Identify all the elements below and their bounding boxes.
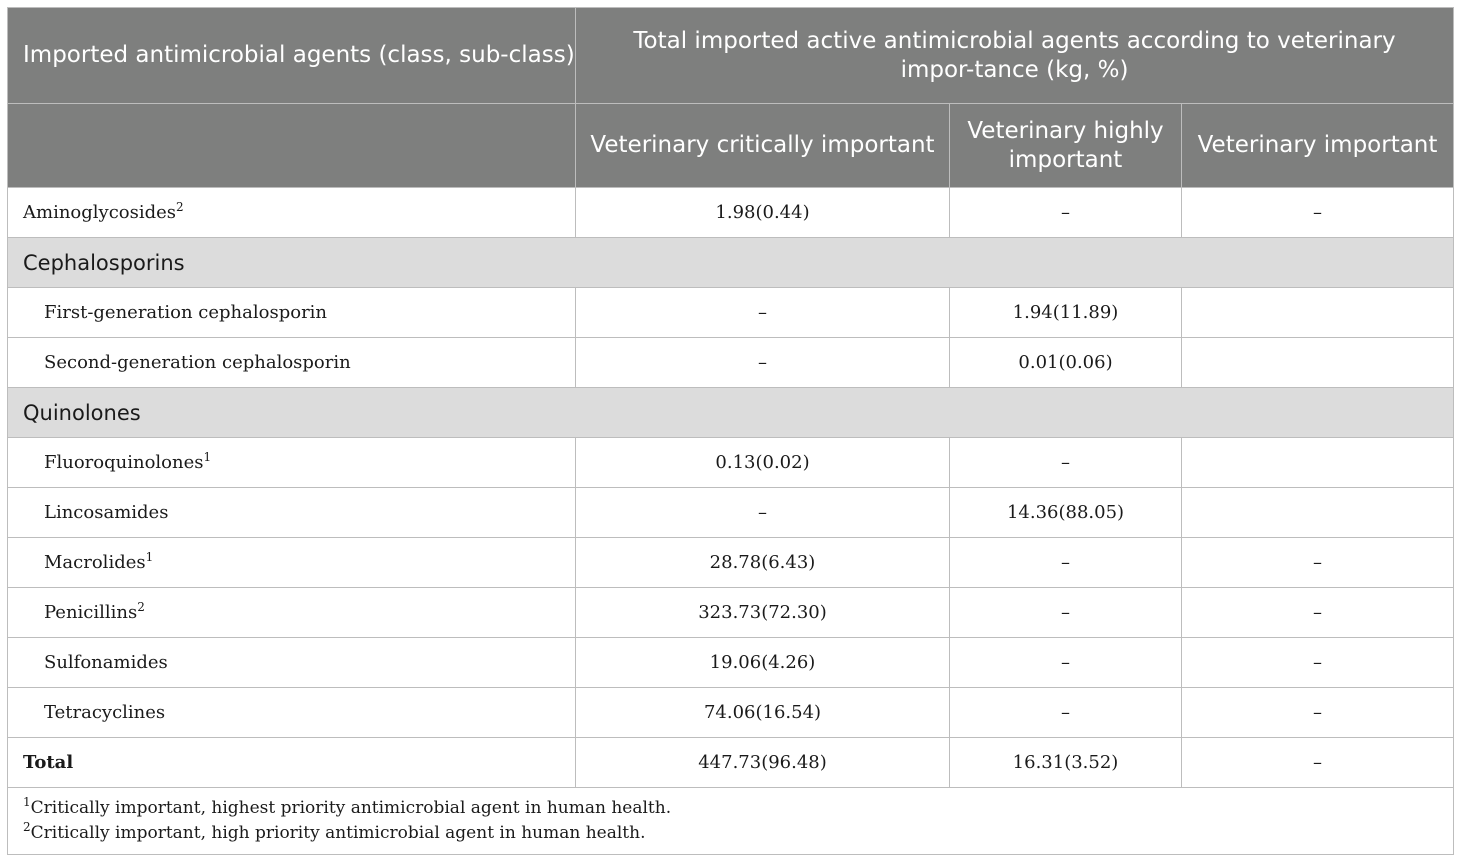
table-body (8, 188, 1454, 738)
table-row (8, 638, 1454, 688)
total-label: Total (8, 738, 576, 788)
cell-critical: 28.78(6.43) (576, 538, 950, 588)
table-container (7, 7, 1453, 855)
table-row (8, 688, 1454, 738)
agent-name: Second-generation cephalosporin (44, 352, 351, 373)
cell-critical: – (576, 488, 950, 538)
cell-important (1182, 338, 1454, 388)
footnotes (8, 788, 1454, 855)
table-row (8, 288, 1454, 338)
cell-important: – (1182, 538, 1454, 588)
group-row (8, 238, 1454, 288)
table-row (8, 188, 1454, 238)
row-label (8, 288, 576, 338)
total-critical: 447.73(96.48) (576, 738, 950, 788)
header-row-2 (8, 104, 1454, 188)
cell-highly: 0.01(0.06) (950, 338, 1182, 388)
table-row (8, 438, 1454, 488)
header-class: Imported antimicrobial agents (class, sub-class) (8, 8, 576, 104)
cell-important: – (1182, 638, 1454, 688)
cell-critical: 0.13(0.02) (576, 438, 950, 488)
cell-critical: 323.73(72.30) (576, 588, 950, 638)
header-span-title: Total imported active antimicrobial agents according to veterinary impor-tance (kg, %) (576, 8, 1454, 104)
footnote-2: $^2$Critically important, high priority antimicrobial agent in human health. (23, 820, 646, 843)
row-label (8, 338, 576, 388)
row-label (8, 188, 576, 238)
group-row (8, 388, 1454, 438)
agent-name: Aminoglycosides (23, 202, 177, 223)
cell-highly: – (950, 638, 1182, 688)
agent-name: Sulfonamides (44, 652, 168, 673)
table-row (8, 588, 1454, 638)
row-label (8, 488, 576, 538)
cell-highly: – (950, 538, 1182, 588)
cell-highly: – (950, 688, 1182, 738)
footnote-mark: 2 (176, 200, 184, 214)
header-empty (8, 104, 576, 188)
footnote-mark: 1 (145, 550, 154, 564)
cell-critical: – (576, 288, 950, 338)
agent-name: Penicillins (44, 602, 138, 623)
cell-important: – (1182, 588, 1454, 638)
cell-critical: 19.06(4.26) (576, 638, 950, 688)
agent-name: First-generation cephalosporin (44, 302, 328, 323)
group-label: Cephalosporins (8, 238, 1454, 288)
agent-name: Fluoroquinolones (44, 452, 204, 473)
row-label (8, 538, 576, 588)
total-highly: 16.31(3.52) (950, 738, 1182, 788)
cell-critical: – (576, 338, 950, 388)
cell-highly: – (950, 438, 1182, 488)
footnotes-row (8, 788, 1454, 855)
agent-name: Lincosamides (44, 502, 169, 523)
cell-highly: – (950, 588, 1182, 638)
table-row (8, 338, 1454, 388)
table-row (8, 488, 1454, 538)
cell-important: – (1182, 688, 1454, 738)
table-row (8, 538, 1454, 588)
row-label (8, 688, 576, 738)
footnote-mark: 1 (203, 450, 212, 464)
header-row-1 (8, 8, 1454, 104)
agent-name: Tetracyclines (44, 702, 166, 723)
footnote-mark: 2 (137, 600, 145, 614)
row-label (8, 438, 576, 488)
row-label (8, 588, 576, 638)
group-label: Quinolones (8, 388, 1454, 438)
cell-highly: 14.36(88.05) (950, 488, 1182, 538)
antimicrobial-table (7, 7, 1454, 855)
cell-important (1182, 288, 1454, 338)
header-highly: Veterinary highly important (950, 104, 1182, 188)
total-row (8, 738, 1454, 788)
cell-important (1182, 488, 1454, 538)
footnote-1: $^1$Critically important, highest priority antimicrobial agent in human health. (23, 795, 672, 818)
cell-critical: 1.98(0.44) (576, 188, 950, 238)
cell-important: – (1182, 188, 1454, 238)
cell-highly: – (950, 188, 1182, 238)
row-label (8, 638, 576, 688)
header-critical: Veterinary critically important (576, 104, 950, 188)
header-important: Veterinary important (1182, 104, 1454, 188)
total-important: – (1182, 738, 1454, 788)
agent-name: Macrolides (44, 552, 146, 573)
cell-critical: 74.06(16.54) (576, 688, 950, 738)
cell-important (1182, 438, 1454, 488)
cell-highly: 1.94(11.89) (950, 288, 1182, 338)
